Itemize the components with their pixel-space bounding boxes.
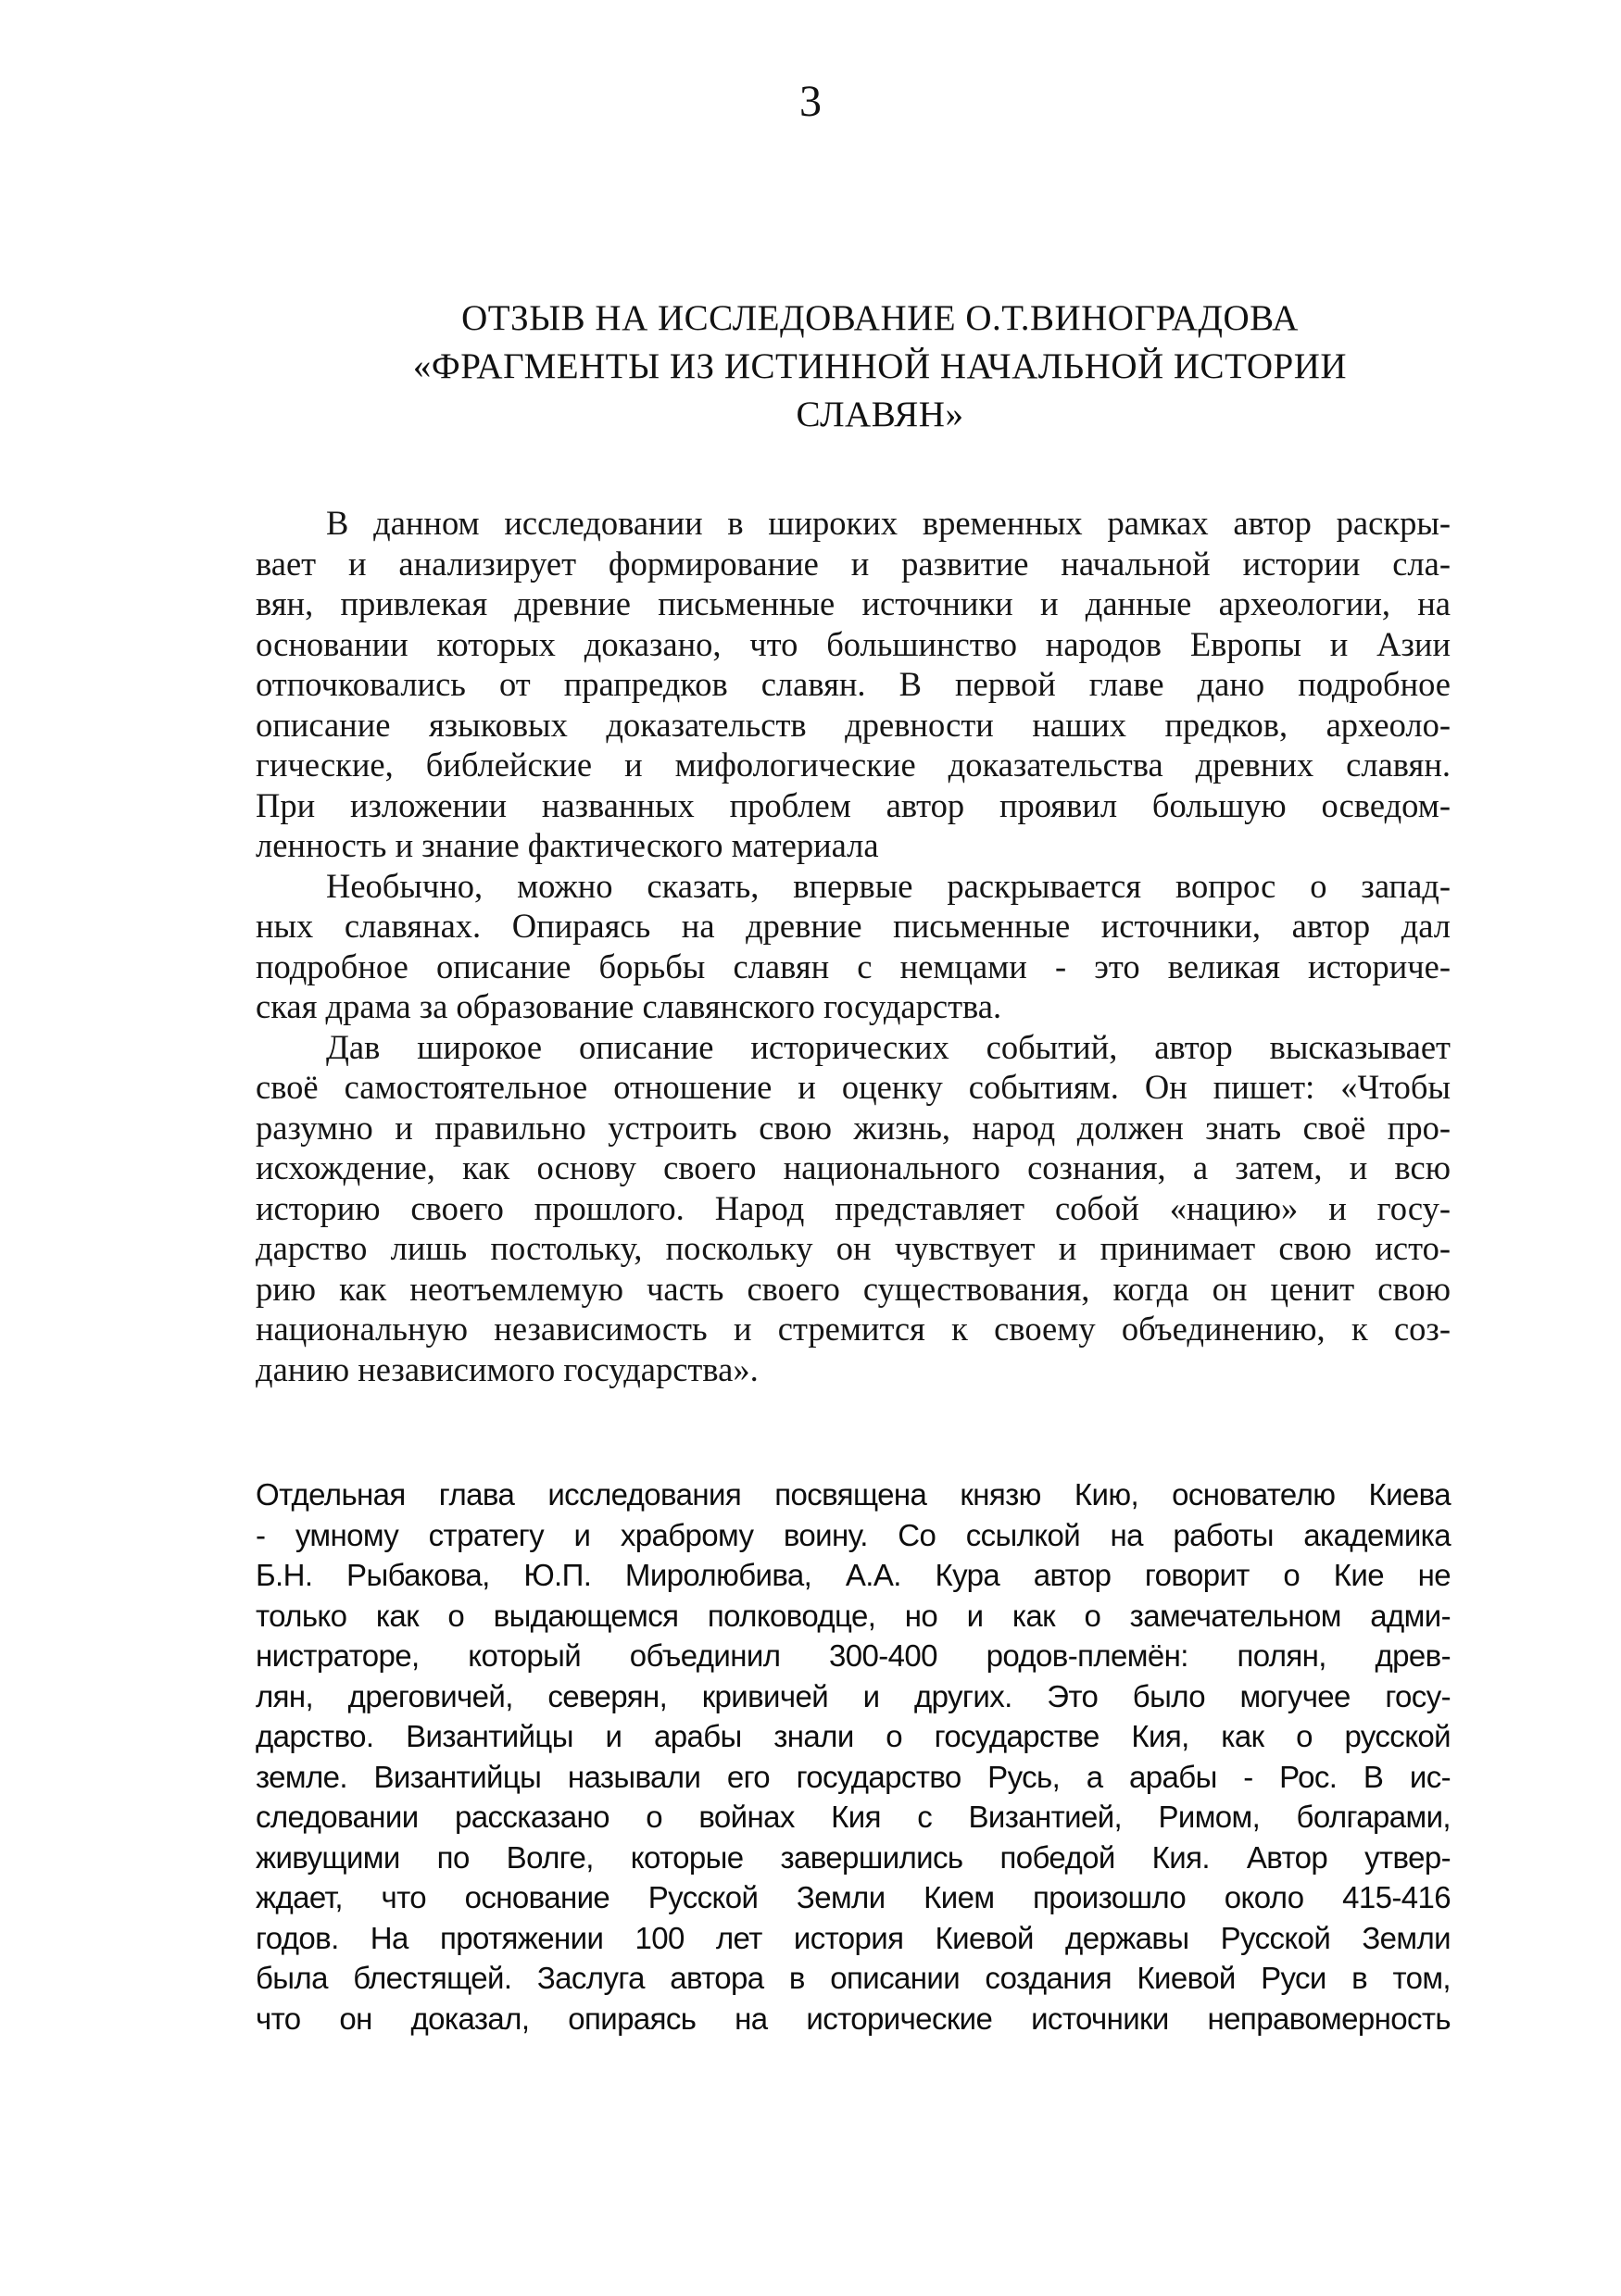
text-line: нистраторе, который объединил 300-400 родов-племён: полян, древ- [256, 1638, 1451, 1673]
text-line: рию как неотъемлемую часть своего существования, когда он ценит свою [256, 1269, 1451, 1308]
text-line: земле. Византийцы называли его государство Русь, а арабы - Рос. В ис- [256, 1759, 1451, 1794]
text-line: основании которых доказано, что большинство народов Европы и Азии [256, 624, 1451, 663]
paragraph-author-view [256, 1027, 1451, 1390]
title-line: «ФРАГМЕНТЫ ИЗ ИСТИННОЙ НАЧАЛЬНОЙ ИСТОРИИ [412, 346, 1348, 386]
text-line: В данном исследовании в широких временных рамках автор раскры- [326, 504, 1451, 542]
text-line: только как о выдающемся полководце, но и как о замечательном адми- [256, 1598, 1451, 1633]
text-line: отпочковались от прапредков славян. В первой главе дано подробное [256, 665, 1451, 703]
title-line: СЛАВЯН» [796, 395, 964, 434]
text-line: При изложении названных проблем автор проявил большую осведом- [256, 785, 1451, 824]
text-line: ская драма за образование славянского государства. [256, 987, 1002, 1025]
text-line: дарство. Византийцы и арабы знали о государстве Кия, как о русской [256, 1719, 1451, 1753]
text-line: дарство лишь постольку, поскольку он чувствует и принимает свою исто- [256, 1229, 1451, 1267]
text-line: ждает, что основание Русской Земли Кием произошло около 415-416 [256, 1880, 1451, 1914]
text-line: годов. На протяжении 100 лет история Киевой державы Русской Земли [256, 1920, 1451, 1955]
text-line: описание языковых доказательств древности наших предков, археоло- [256, 705, 1451, 744]
title-line: ОТЗЫВ НА ИССЛЕДОВАНИЕ О.Т.ВИНОГРАДОВА [461, 298, 1299, 338]
text-line: гические, библейские и мифологические доказательства древних славян. [256, 746, 1451, 784]
text-line: живущими по Волге, которые завершились победой Кия. Автор утвер- [256, 1839, 1451, 1875]
text-line: что он доказал, опираясь на исторические источники неправомерность [256, 2001, 1451, 2036]
review-body [256, 503, 1451, 1389]
text-line: историю своего прошлого. Народ представляет собой «нацию» и госу- [256, 1188, 1451, 1227]
text-line: Дав широкое описание исторических событий, автор высказывает [326, 1027, 1451, 1066]
text-line: своё самостоятельное отношение и оценку событиям. Он пишет: «Чтобы [256, 1068, 1451, 1106]
text-line: Отдельная глава исследования посвящена князю Кию, основателю Киева [256, 1477, 1451, 1512]
text-line: данию независимого государства». [256, 1349, 759, 1388]
text-line: следовании рассказано о войнах Кия с Византией, Римом, болгарами, [256, 1800, 1451, 1834]
text-line: была блестящей. Заслуга автора в описании создания Киевой Руси в том, [256, 1961, 1451, 1995]
text-line: вает и анализирует формирование и развитие начальной истории сла- [256, 544, 1451, 583]
review-title [371, 295, 1389, 439]
text-line: подробное описание борьбы славян с немцами - это великая историче- [256, 947, 1451, 985]
text-line: ленность и знание фактического материала [256, 826, 879, 864]
text-line: национальную независимость и стремится к своему объединению, к соз- [256, 1310, 1451, 1348]
page-number: 3 [799, 77, 822, 126]
paragraph-intro [256, 503, 1451, 866]
text-line: вян, привлекая древние письменные источники и данные археологии, на [256, 584, 1451, 622]
text-line: - умному стратегу и храброму воину. Со ссылкой на работы академика [256, 1517, 1451, 1552]
text-line: Б.Н. Рыбакова, Ю.П. Миролюбива, А.А. Кура автор говорит о Кие не [256, 1558, 1451, 1592]
paragraph-western-slavs [256, 866, 1451, 1027]
paragraph-kiy [256, 1474, 1451, 2039]
text-line: разумно и правильно устроить свою жизнь, народ должен знать своё про- [256, 1108, 1451, 1147]
text-line: лян, дреговичей, северян, кривичей и других. Это было могучее госу- [256, 1678, 1451, 1713]
text-line: ных славянах. Опираясь на древние письменные источники, автор дал [256, 907, 1451, 945]
text-line: исхождение, как основу своего национального сознания, а затем, и всю [256, 1148, 1451, 1186]
text-line: Необычно, можно сказать, впервые раскрывается вопрос о запад- [326, 866, 1451, 905]
